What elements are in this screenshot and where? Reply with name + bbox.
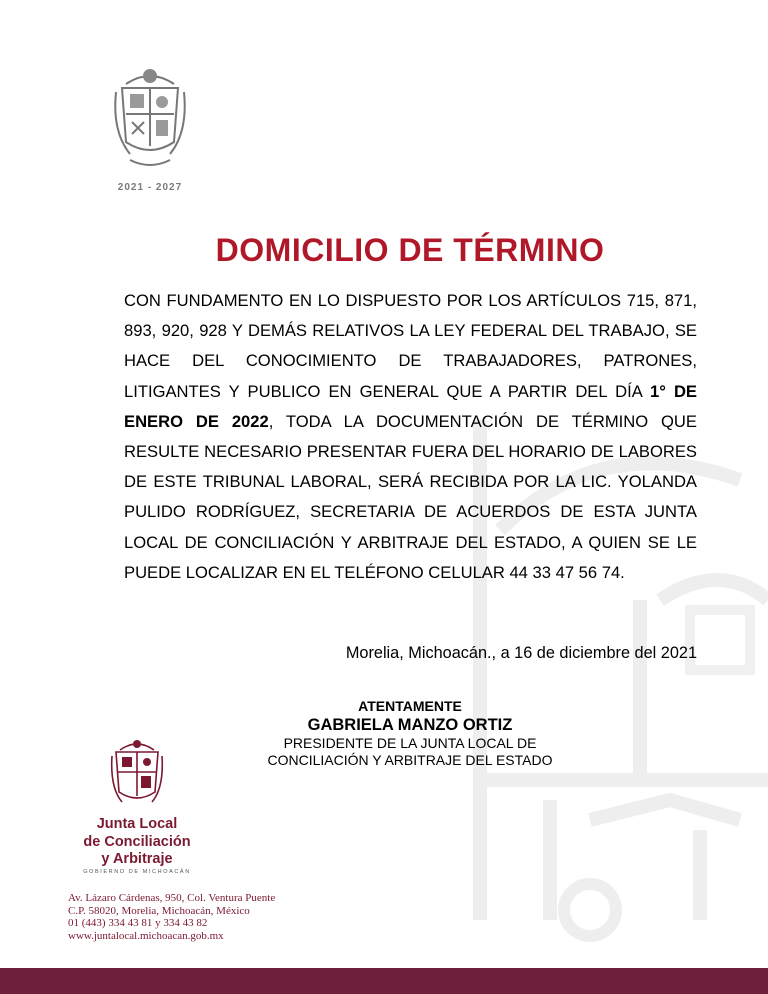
signature-role-line-1: PRESIDENTE DE LA JUNTA LOCAL DE	[283, 735, 537, 751]
date-line: Morelia, Michoacán., a 16 de diciembre del 2021	[345, 644, 697, 662]
address-line-1: Av. Lázaro Cárdenas, 950, Col. Ventura Puente	[68, 892, 276, 904]
junta-coat-of-arms-icon	[110, 736, 164, 810]
junta-name	[60, 816, 214, 869]
address-website: www.juntalocal.michoacan.gob.mx	[68, 929, 224, 942]
junta-name-line-1: Junta Local	[96, 816, 178, 832]
address-line-2: C.P. 58020, Morelia, Michoacán, México	[68, 904, 250, 917]
junta-name-line-3: y Arbitraje	[101, 851, 173, 867]
signature-greeting: ATENTAMENTE	[358, 698, 462, 714]
body-bold-date: 1° DE ENERO DE 2022	[124, 381, 698, 431]
junta-name-line-2: de Conciliación	[83, 833, 191, 850]
junta-subtitle: GOBIERNO DE MICHOACÁN	[83, 869, 191, 875]
address-phone: 01 (443) 334 43 81 y 334 43 82	[68, 917, 208, 929]
signature-block	[200, 698, 620, 769]
footer-bar	[0, 968, 768, 994]
signature-name: GABRIELA MANZO ORTIZ	[307, 716, 513, 734]
michoacan-coat-of-arms-icon	[112, 62, 188, 174]
body-part-1: CON FUNDAMENTO EN LO DISPUESTO POR LOS ARTÍCULOS 715, 871, 893, 920, 928 Y DEMÁS RELATIVOS LA LEY FEDERAL DEL TRABAJO, SE HACE DEL CONOCIMIENTO DE TRABAJADORES, PATRONES, LITIGANTES Y PUBLICO EN GENERAL QUE A PARTIR DEL DÍA	[124, 291, 697, 401]
document-body	[124, 286, 697, 588]
administration-years: 2021 - 2027	[117, 182, 183, 193]
body-part-2: , TODA LA DOCUMENTACIÓN DE TÉRMINO QUE RESULTE NECESARIO PRESENTAR FUERA DEL HORARIO DE LABORES DE ESTE TRIBUNAL LABORAL, SERÁ RECIBIDA POR LA LIC. YOLANDA PULIDO RODRÍGUEZ, SECRETARIA DE ACUERDOS DE ESTA JUNTA LOCAL DE CONCILIACIÓN Y ARBITRAJE DEL ESTADO, A QUIEN SE LE PUEDE LOCALIZAR EN EL TELÉFONO CELULAR 44 33 47 56 74.	[124, 411, 697, 582]
document-title: DOMICILIO DE TÉRMINO	[215, 232, 605, 268]
signature-role-line-2: CONCILIACIÓN Y ARBITRAJE DEL ESTADO	[267, 752, 553, 768]
address-block	[68, 892, 368, 942]
